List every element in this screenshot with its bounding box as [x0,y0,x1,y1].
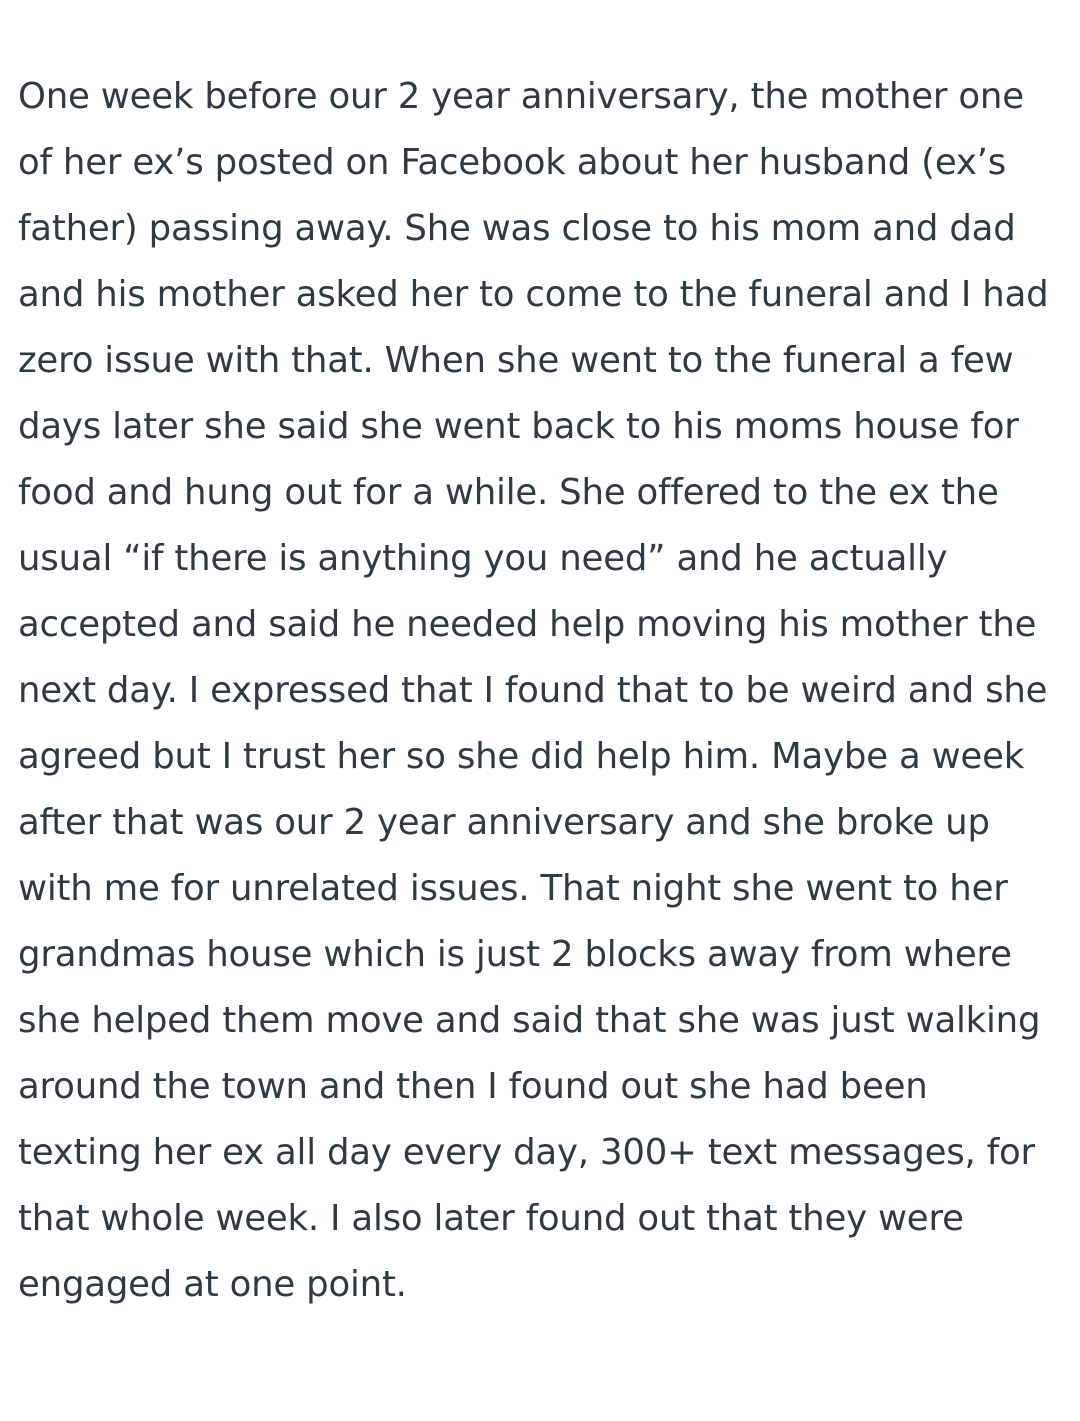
body-paragraph: One week before our 2 year anniversary, the mother one of her ex’s posted on Facebook about her husband (ex’s father) passing away. She was close to his mom and dad and his mother asked her to come to the funeral and I had zero issue with that. When she went to the funeral a few days later she said she went back to his moms house for food and hung out for a while. She offered to the ex the usual “if there is anything you need” and he actually accepted and said he needed help moving his mother the next day. I expressed that I found that to be weird and she agreed but I trust her so she did help him. Maybe a week after that was our 2 year anniversary and she broke up with me for unrelated issues. That night she went to her grandmas house which is just 2 blocks away from where she helped them move and said that she was just walking around the town and then I found out she had been texting her ex all day every day, 300+ text messages, for that whole week. I also later found out that they were engaged at one point. [18,75,1060,1305]
